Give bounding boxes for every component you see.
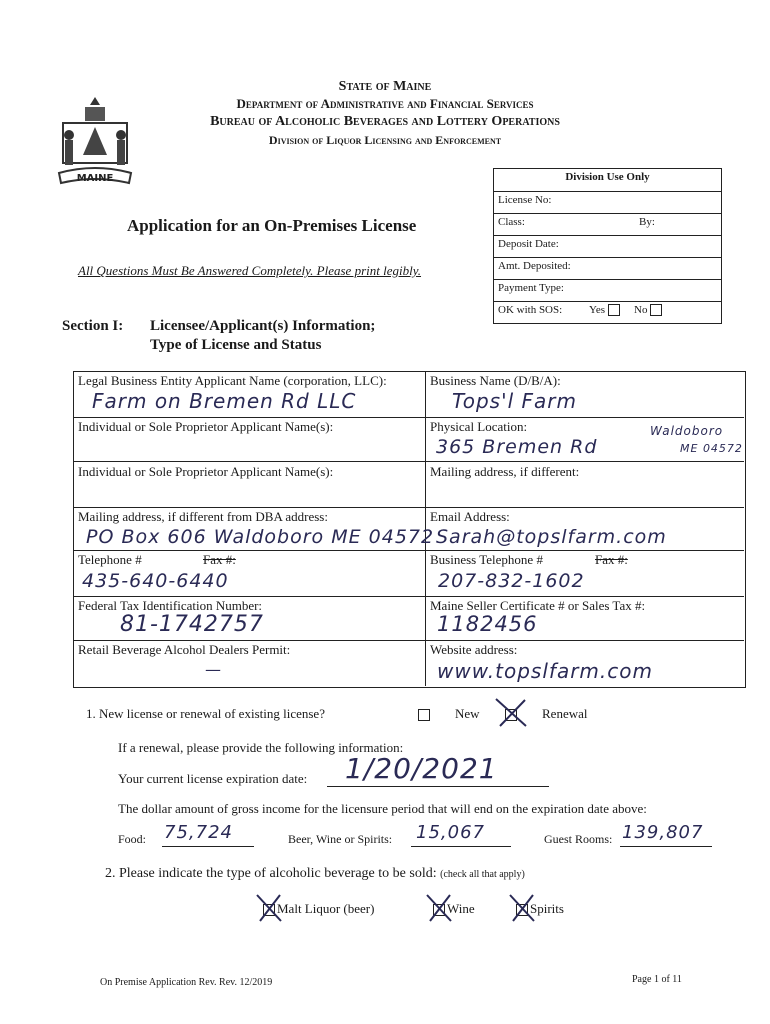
payment-type-label: Payment Type:: [494, 279, 721, 301]
form-title: Application for an On-Premises License: [127, 216, 417, 235]
website-label: Website address:: [430, 642, 518, 657]
biz-fax-label: Fax #:: [595, 552, 628, 567]
seller-value[interactable]: 1182456: [437, 612, 538, 636]
section-title-1: Licensee/Applicant(s) Information;: [150, 318, 376, 334]
email-value[interactable]: Sarah@topslfarm.com: [436, 526, 667, 548]
fed-tax-label: Federal Tax Identification Number:: [78, 598, 263, 613]
table-row-line: [73, 461, 744, 462]
amt-deposited-label: Amt. Deposited:: [494, 257, 721, 279]
retail-label: Retail Beverage Alcohol Dealers Permit:: [78, 642, 291, 657]
mailing-dba-label: Mailing address, if different from DBA address:: [78, 509, 328, 524]
by-label: By:: [639, 216, 655, 228]
beer-underline: [411, 846, 511, 847]
seller-label: Maine Seller Certificate # or Sales Tax #:: [430, 598, 646, 613]
division-use-heading: Division Use Only: [565, 171, 650, 183]
footer-page-number: Page 1 of 11: [632, 974, 682, 985]
header-bureau: Bureau of Alcoholic Beverages and Lottery Operations: [210, 114, 560, 129]
guest-underline: [620, 846, 712, 847]
seal-text: MAINE: [76, 173, 114, 184]
telephone-value[interactable]: 435-640-6440: [82, 570, 229, 592]
fed-tax-value[interactable]: 81-1742757: [120, 612, 264, 637]
table-row-line: [73, 507, 744, 508]
retail-value[interactable]: —: [205, 660, 222, 679]
q1-question: 1. New license or renewal of existing license?: [86, 706, 325, 721]
spirits-label: Spirits: [530, 901, 564, 916]
section-label: Section I:: [62, 318, 124, 334]
legal-name-label: Legal Business Entity Applicant Name (corporation, LLC):: [78, 373, 387, 388]
physical-city[interactable]: Waldoboro: [650, 424, 724, 438]
renewal-label: Renewal: [542, 706, 588, 721]
mailing-dba-value[interactable]: PO Box 606 Waldoboro ME 04572: [86, 526, 435, 548]
table-row-line: [73, 550, 744, 551]
dba-value[interactable]: Tops'l Farm: [452, 389, 577, 413]
food-underline: [162, 846, 254, 847]
beer-label: Beer, Wine or Spirits:: [288, 832, 393, 846]
biz-tel-label: Business Telephone #: [430, 552, 543, 567]
sos-yes-checkbox[interactable]: [608, 304, 620, 316]
table-row-line: [73, 417, 744, 418]
instructions: All Questions Must Be Answered Completely. Please print legibly.: [78, 263, 422, 278]
physical-state-zip[interactable]: ME 04572: [680, 442, 743, 455]
telephone-label: Telephone #: [78, 552, 142, 567]
email-label: Email Address:: [430, 509, 510, 524]
new-label: New: [455, 706, 480, 721]
food-value[interactable]: 75,724: [164, 822, 233, 843]
maine-state-seal-icon: [55, 95, 135, 190]
q2-question: 2. Please indicate the type of alcoholic beverage to be sold: (check all that apply): [105, 866, 525, 881]
malt-label: Malt Liquor (beer): [277, 901, 375, 916]
header-department: Department of Administrative and Financial Services: [236, 96, 534, 111]
indiv2-label: Individual or Sole Proprietor Applicant Name(s):: [78, 464, 334, 479]
physical-label: Physical Location:: [430, 419, 528, 434]
food-label: Food:: [118, 832, 147, 846]
renewal-info: If a renewal, please provide the following information:: [118, 740, 404, 755]
table-row-line: [73, 640, 744, 641]
expiration-value[interactable]: 1/20/2021: [345, 752, 498, 785]
header-state: State of Maine: [338, 79, 432, 94]
footer-revision: On Premise Application Rev. Rev. 12/2019: [100, 977, 273, 988]
license-no-label: License No:: [494, 191, 721, 213]
mailing-diff-label: Mailing address, if different:: [430, 464, 580, 479]
indiv1-label: Individual or Sole Proprietor Applicant Name(s):: [78, 419, 334, 434]
physical-value[interactable]: 365 Bremen Rd: [436, 436, 598, 458]
section-title-2: Type of License and Status: [150, 337, 322, 353]
expiration-underline: [327, 786, 549, 787]
ok-sos-row: OK with SOS: Yes No: [494, 301, 721, 323]
deposit-date-label: Deposit Date:: [494, 235, 721, 257]
legal-name-value[interactable]: Farm on Bremen Rd LLC: [92, 389, 357, 413]
fax-label: Fax #:: [203, 552, 236, 567]
q2-note: (check all that apply): [440, 869, 525, 880]
beer-value[interactable]: 15,067: [416, 822, 485, 843]
website-value[interactable]: www.topslfarm.com: [437, 659, 653, 683]
division-use-box: [493, 168, 722, 324]
dba-label: Business Name (D/B/A):: [430, 373, 561, 388]
sos-no-checkbox[interactable]: [650, 304, 662, 316]
class-label: Class: By:: [494, 213, 721, 235]
wine-label: Wine: [447, 901, 475, 916]
table-row-line: [73, 596, 744, 597]
header-division: Division of Liquor Licensing and Enforcement: [268, 133, 502, 147]
expiration-label: Your current license expiration date:: [118, 771, 308, 786]
guest-value[interactable]: 139,807: [622, 822, 704, 843]
biz-tel-value[interactable]: 207-832-1602: [438, 570, 585, 592]
guest-label: Guest Rooms:: [544, 832, 613, 846]
new-checkbox[interactable]: [418, 709, 430, 721]
gross-income-text: The dollar amount of gross income for the licensure period that will end on the expiration date above:: [118, 801, 647, 816]
renewal-check-mark-icon: [492, 696, 532, 730]
